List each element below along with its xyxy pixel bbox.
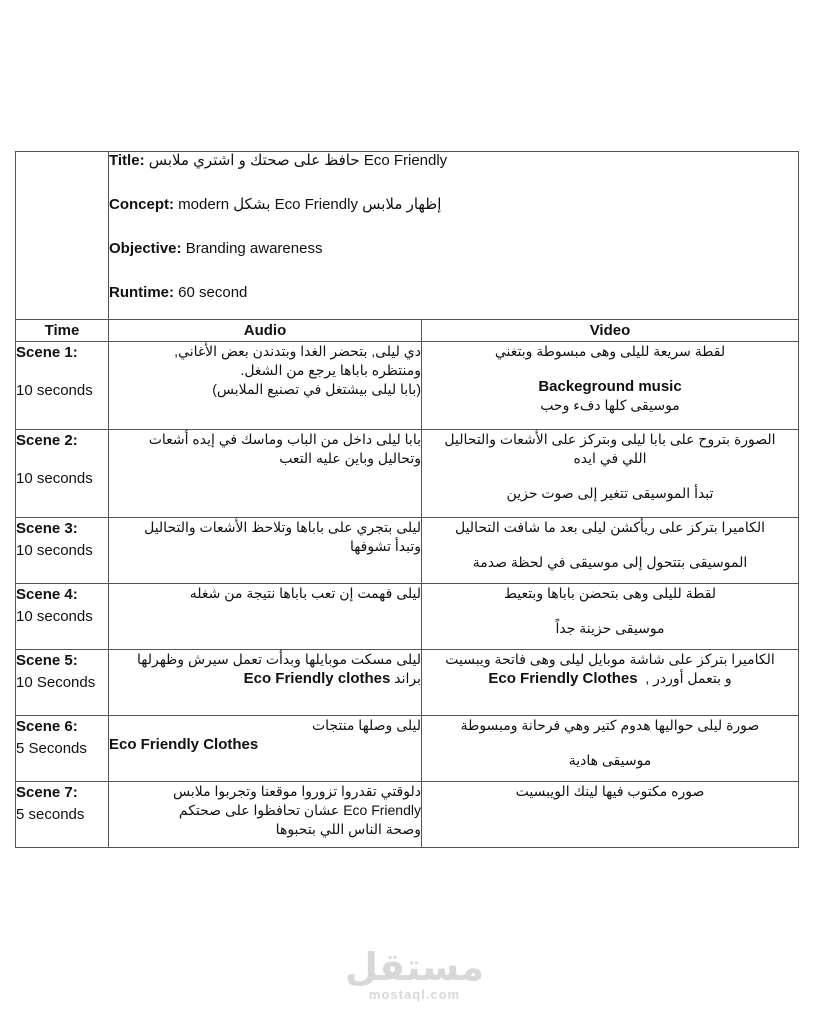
video-prefix: و بتعمل أوردر , xyxy=(645,670,732,686)
concept-line xyxy=(109,196,798,214)
audio-suffix: براند xyxy=(394,670,421,686)
scene-time-cell xyxy=(16,342,109,430)
runtime-value: 60 second xyxy=(178,284,248,301)
scene-time-cell xyxy=(16,518,109,584)
scene-row-2 xyxy=(16,430,799,518)
scene-time-cell xyxy=(16,430,109,518)
scene-duration: 10 seconds xyxy=(16,542,93,559)
audio-bold-text: Eco Friendly clothes xyxy=(243,670,391,687)
scene-video-cell xyxy=(422,518,799,584)
scene-row-7 xyxy=(16,782,799,848)
header-empty-cell xyxy=(16,152,109,320)
column-header-audio: Audio xyxy=(109,320,422,342)
scene-audio-cell xyxy=(109,342,422,430)
audio-line: وصحة الناس اللي بتحبوها xyxy=(275,821,421,837)
concept-label: Concept: xyxy=(109,196,174,213)
scene-time-cell xyxy=(16,782,109,848)
scene-row-3 xyxy=(16,518,799,584)
scene-video-cell xyxy=(422,430,799,518)
title-value: Eco Friendly حافظ على صحتك و اشتري ملابس xyxy=(148,152,448,169)
video-order-line xyxy=(422,669,798,688)
video-line: صورة ليلى حواليها هدوم كتير وهي فرحانة ومبسوطة xyxy=(460,717,760,733)
scene-duration: 5 seconds xyxy=(16,806,85,823)
scene-duration: 10 seconds xyxy=(16,608,93,625)
objective-value: Branding awareness xyxy=(185,240,323,257)
title-line xyxy=(109,152,798,170)
scene-video-cell xyxy=(422,342,799,430)
scene-name: Scene 5: xyxy=(16,652,78,669)
scene-audio-cell xyxy=(109,716,422,782)
video-line: لقطة لليلى وهى بتحضن باباها وبتعيط xyxy=(503,585,717,601)
title-label: Title: xyxy=(109,152,145,169)
audio-line: ليلى وصلها منتجات xyxy=(311,717,421,733)
scene-name: Scene 4: xyxy=(16,586,78,603)
scene-video-cell xyxy=(422,584,799,650)
video-line: اللي في ايده xyxy=(573,450,647,466)
audio-line: ومنتظره باباها يرجع من الشغل. xyxy=(240,362,421,378)
scene-row-4 xyxy=(16,584,799,650)
video-bold-text: Eco Friendly Clothes xyxy=(488,670,638,687)
scene-duration: 10 seconds xyxy=(16,382,93,399)
audio-line: بابا ليلى داخل من الباب وماسك في إيده أشعات xyxy=(148,431,421,447)
audio-line: ليلى فهمت إن تعب باباها نتيجة من شغله xyxy=(189,585,421,601)
audio-line: وتحاليل وباين عليه التعب xyxy=(279,450,421,466)
objective-line xyxy=(109,240,798,258)
audio-line: دلوقتي تقدروا تزوروا موقعنا وتجربوا ملابس xyxy=(172,783,421,799)
video-line: موسيقى حزينة جداً xyxy=(555,620,665,636)
video-line: موسيقى كلها دفء وحب xyxy=(540,397,680,413)
video-line: الموسيقى بتتحول إلى موسيقى في لحظة صدمة xyxy=(472,554,748,570)
runtime-label: Runtime: xyxy=(109,284,174,301)
scene-duration: 5 Seconds xyxy=(16,740,87,757)
script-table xyxy=(15,151,799,848)
scene-duration: 10 seconds xyxy=(16,470,93,487)
audio-brand-line xyxy=(109,669,421,688)
scene-row-1 xyxy=(16,342,799,430)
concept-value: إظهار ملابس Eco Friendly بشكل modern xyxy=(178,196,442,213)
video-line: الكاميرا بتركز على شاشة موبايل ليلى وهى فاتحة ويبسيت xyxy=(445,651,775,667)
watermark-arabic: مستقل xyxy=(345,947,484,989)
column-header-time: Time xyxy=(16,320,109,342)
scene-video-cell xyxy=(422,716,799,782)
scene-name: Scene 3: xyxy=(16,520,78,537)
video-bold-line: Backeground music xyxy=(538,378,682,395)
scene-name: Scene 7: xyxy=(16,784,78,801)
scene-name: Scene 1: xyxy=(16,344,78,361)
audio-line: ليلى مسكت موبايلها وبدأت تعمل سيرش وظهرلها xyxy=(137,651,421,667)
scene-audio-cell xyxy=(109,518,422,584)
video-line: تبدأ الموسيقى تتغير إلى صوت حزين xyxy=(506,485,714,501)
scene-video-cell xyxy=(422,650,799,716)
column-header-video: Video xyxy=(422,320,799,342)
audio-line: ليلى بتجري على باباها وتلاحظ الأشعات والتحاليل xyxy=(144,519,421,535)
audio-line: وتبدأ تشوفها xyxy=(349,538,421,554)
watermark-latin: mostaql.com xyxy=(368,987,461,1002)
video-line: الصورة بتروح على بابا ليلى وبتركز على الأشعات والتحاليل xyxy=(444,431,776,447)
scene-time-cell xyxy=(16,584,109,650)
scene-time-cell xyxy=(16,650,109,716)
header-info-cell xyxy=(109,152,799,320)
video-line: صوره مكتوب فيها لينك الويبسيت xyxy=(515,783,705,799)
scene-duration: 10 Seconds xyxy=(16,674,96,691)
scene-audio-cell xyxy=(109,430,422,518)
video-line: الكاميرا بتركز على ريأكشن ليلى بعد ما شافت التحاليل xyxy=(454,519,765,535)
audio-bold-line: Eco Friendly Clothes xyxy=(109,736,259,753)
runtime-line xyxy=(109,284,798,302)
scene-row-6 xyxy=(16,716,799,782)
scene-video-cell xyxy=(422,782,799,848)
scene-audio-cell xyxy=(109,782,422,848)
header-row xyxy=(16,152,799,320)
column-header-row xyxy=(16,320,799,342)
video-line: لقطة سريعة لليلى وهى مبسوطة وبتغني xyxy=(494,343,726,359)
video-line: موسيقى هادية xyxy=(568,752,652,768)
scene-audio-cell xyxy=(109,650,422,716)
audio-line: Eco Friendly عشان تحافظوا على صحتكم xyxy=(178,802,421,818)
objective-label: Objective: xyxy=(109,240,182,257)
audio-line: (بابا ليلى بيشتغل في تصنيع الملابس) xyxy=(212,381,421,397)
scene-time-cell xyxy=(16,716,109,782)
audio-line: دي ليلى, بتحضر الغدا وبتدندن بعض الأغاني, xyxy=(174,343,421,359)
scene-audio-cell xyxy=(109,584,422,650)
scene-row-5 xyxy=(16,650,799,716)
mostaql-watermark xyxy=(0,948,829,1002)
scene-name: Scene 6: xyxy=(16,718,78,735)
scene-name: Scene 2: xyxy=(16,432,78,449)
